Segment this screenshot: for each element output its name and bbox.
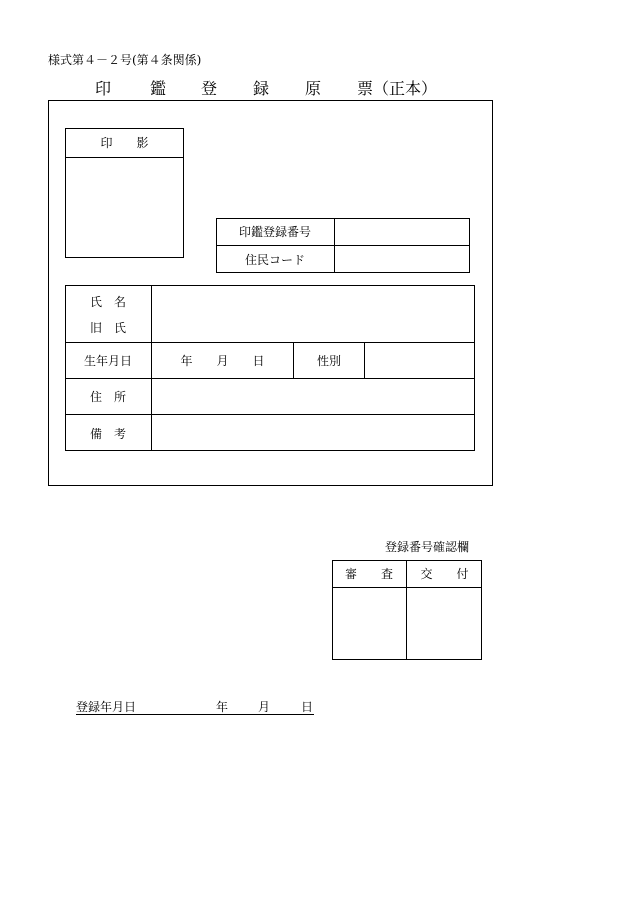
remarks-field[interactable] (152, 415, 474, 451)
title-char-3: 登 (201, 79, 218, 98)
review-stamp-field[interactable] (333, 588, 406, 659)
title-char-1: 印 (95, 79, 112, 98)
registration-date-label: 登録年月日 (76, 700, 137, 714)
former-name-label: 旧 氏 (89, 320, 126, 335)
address-label: 住 所 (89, 390, 126, 404)
issue-label: 交 付 (420, 567, 469, 581)
resident-code-label: 住民コード (244, 253, 305, 267)
confirmation-title: 登録番号確認欄 (385, 540, 470, 554)
title-char-6: 票（正本） (357, 79, 438, 98)
title-char-4: 録 (253, 79, 270, 98)
remarks-label: 備 考 (89, 426, 126, 441)
registration-date-day: 日 (301, 700, 314, 714)
title-char-5: 原 (305, 79, 322, 98)
issue-stamp-field[interactable] (407, 588, 481, 659)
seal-number-label: 印鑑登録番号 (238, 225, 311, 239)
seal-impression-label: 印 影 (100, 136, 149, 150)
address-field[interactable] (152, 379, 474, 414)
registration-date-year: 年 (216, 700, 229, 714)
form-number: 様式第４－２号(第４条関係) (48, 53, 202, 67)
resident-code-field[interactable] (335, 246, 469, 273)
seal-box-divider (65, 157, 184, 158)
gender-label: 性別 (316, 354, 341, 368)
gender-field[interactable] (365, 343, 474, 378)
birthdate-field[interactable]: 年 月 日 (180, 354, 265, 368)
seal-number-field[interactable] (335, 218, 469, 245)
birthdate-label: 生年月日 (83, 354, 132, 368)
registration-date-underline[interactable] (76, 714, 314, 715)
registration-date-month: 月 (258, 700, 271, 714)
name-label: 氏 名 (89, 294, 126, 309)
name-field[interactable] (152, 286, 474, 342)
title-char-2: 鑑 (150, 79, 167, 98)
review-label: 審 査 (344, 567, 393, 581)
